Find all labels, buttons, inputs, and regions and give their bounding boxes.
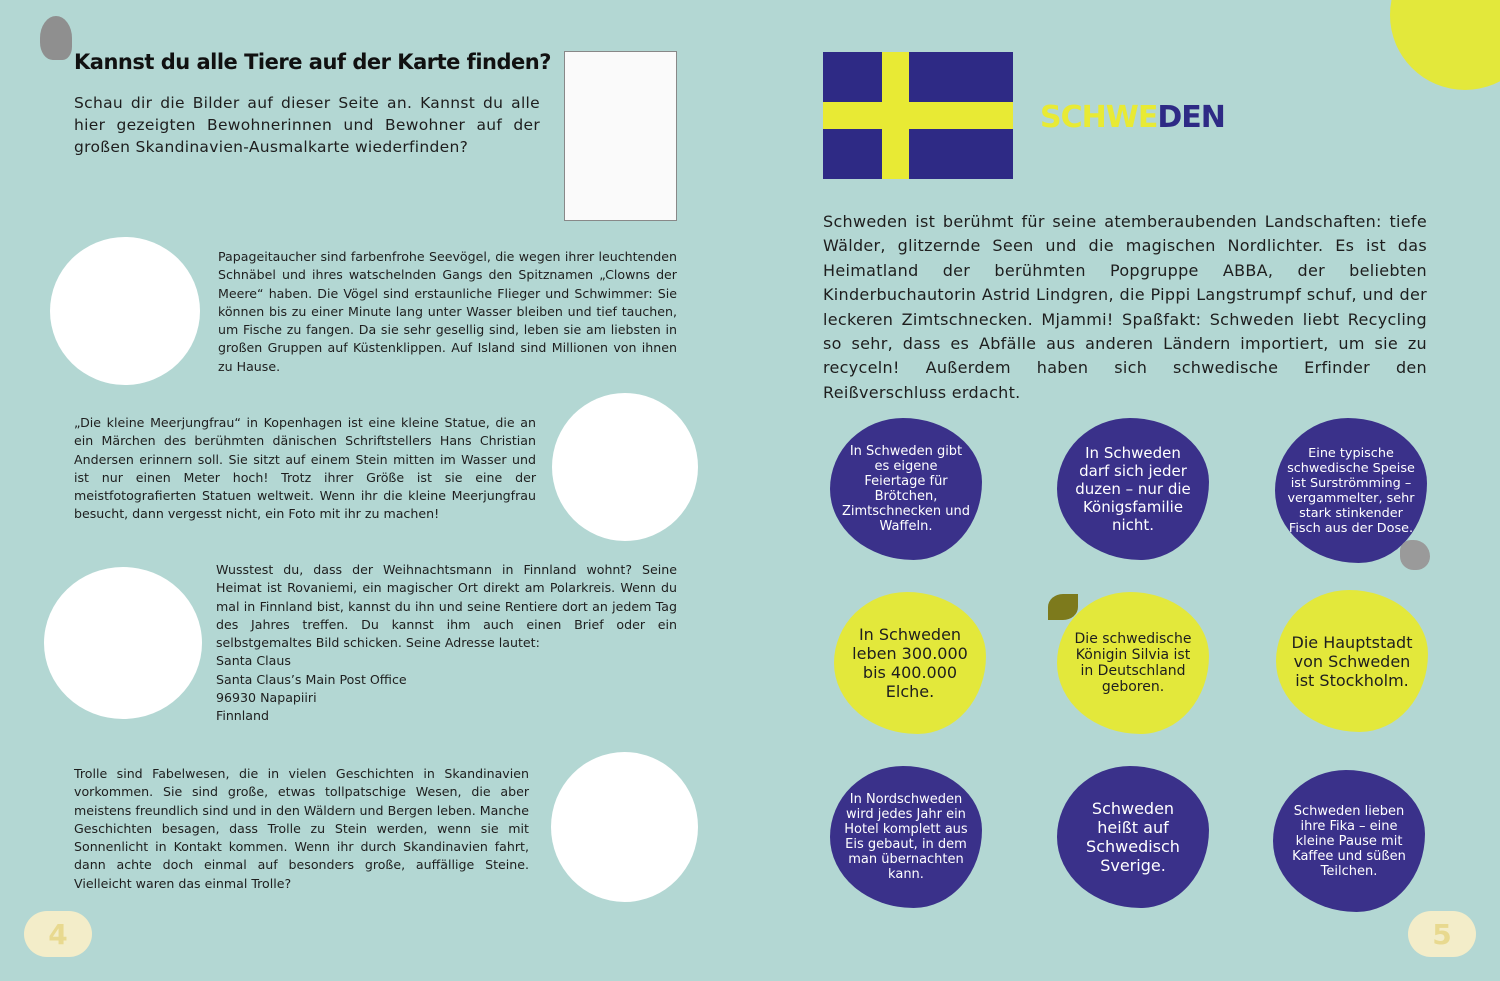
fish-tail-icon: [1400, 540, 1430, 570]
fact-text: In Schweden gibt es eigene Feiertage für Brötchen, Zimtschnecken und Waffeln.: [842, 444, 970, 534]
fact-text: Die schwedische Königin Silvia ist in Deutschland geboren.: [1074, 631, 1192, 695]
fact-text: Schweden lieben ihre Fika – eine kleine Pause mit Kaffee und süßen Teilchen.: [1292, 803, 1406, 879]
address-line: Santa Claus: [216, 653, 291, 669]
mermaid-illustration: [552, 393, 698, 541]
fact-bubble: [830, 766, 982, 908]
seal-mascot-icon: [40, 16, 72, 60]
fact-text: In Nordschweden wird jedes Jahr ein Hotel komplett aus Eis gebaut, in dem man übernachten kann.: [844, 792, 968, 882]
sweden-intro: Schweden ist berühmt für seine atemberaubenden Landschaften: tiefe Wälder, glitzernde Seen und die magischen Nordlichter. Es ist das Heimatland der berühmten Popgruppe ABBA, der beliebten Kinderbuchautorin Astrid Lindgren, die Pippi Langstrumpf schuf, und der leckeren Zimtschnecken. Mjammi! Spaßfakt: Schweden liebt Recycling so sehr, dass es Abfälle aus anderen Ländern importiert, um sie zu recyceln! Außerdem haben sich schwedische Erfinder den Reißverschluss erdacht.: [823, 212, 1427, 402]
country-title-part: SCHWE: [1040, 100, 1158, 135]
fact-bubble: [834, 592, 986, 734]
fact-bubble: [1057, 418, 1209, 560]
mermaid-text: „Die kleine Meerjungfrau“ in Kopenhagen ist eine kleine Statue, die an ein Märchen des berühmten dänischen Schriftstellers Hans Christian Andersen erinnern soll. Sie sitzt auf einem Stein mitten im Wasser und ist nur einen Meter hoch! Trotz ihrer Größe ist sie eine der meistfotografierten Statuen weltweit. Wenn ihr die kleine Meerjungfrau besucht, dann vergesst nicht, ein Foto mit ihr zu machen!: [74, 415, 536, 522]
map-thumbnail: [564, 51, 677, 221]
santa-illustration: [44, 567, 202, 719]
santa-paragraph: Wusstest du, dass der Weihnachtsmann in Finnland wohnt? Seine Heimat ist Rovaniemi, ein magischer Ort direkt am Polarkreis. Wenn du mal in Finnland bist, kannst du ihn und seine Rentiere dort an jedem Tag des Jahres treffen. Du kannst ihm auch einen Brief oder ein selbstgemaltes Bild schicken. Seine Adresse lautet:: [216, 562, 677, 651]
country-title: [1040, 100, 1225, 135]
fact-bubble: [1273, 770, 1425, 912]
fact-text: Die Hauptstadt von Schweden ist Stockholm.: [1291, 632, 1413, 690]
decorative-sun: [1390, 0, 1500, 90]
puffin-text: Papageitaucher sind farbenfrohe Seevögel, die wegen ihrer leuchtenden Schnäbel und ihres watschelnden Gangs den Spitznamen „Clowns der Meere“ haben. Die Vögel sind erstaunliche Flieger und Schwimmer: Sie können bis zu einer Minute lang unter Wasser bleiben und tief tauchen, um Fische zu fangen. Da sie sehr gesellig sind, leben sie am liebsten in großen Gruppen auf Küstenklippen. Auf Island sind Millionen von ihnen zu Hause.: [218, 249, 677, 374]
address-line: Finnland: [216, 708, 269, 724]
troll-text: Trolle sind Fabelwesen, die in vielen Geschichten in Skandinavien vorkommen. Sie sind große, etwas tollpatschige Wesen, die aber meistens freundlich sind und in den Wäldern und Bergen leben. Manche Geschichten besagen, dass Trolle zu Stein werden, wenn sie mit Sonnenlicht in Kontakt kommen. Wenn ihr durch Skandinavien fahrt, dann achte doch einmal auf besonders große, auffällige Steine. Vielleicht waren das einmal Trolle?: [74, 766, 529, 891]
leaf-icon: [1048, 594, 1078, 620]
page-number-right: 5: [1408, 911, 1476, 957]
fact-bubble: [1057, 592, 1209, 734]
fact-text: Eine typische schwedische Speise ist Surströmming – vergammelter, sehr stark stinkender Fisch aus der Dose.: [1287, 445, 1415, 536]
page-number-left: 4: [24, 911, 92, 957]
country-title-part: DEN: [1157, 100, 1225, 135]
address-line: 96930 Napapiiri: [216, 690, 317, 706]
fact-bubble: [1057, 766, 1209, 908]
santa-text: [216, 561, 677, 726]
fact-text: In Schweden leben 300.000 bis 400.000 Elche.: [852, 625, 968, 701]
fact-text: In Schweden darf sich jeder duzen – nur die Königsfamilie nicht.: [1075, 444, 1191, 534]
fact-text: Schweden heißt auf Schwedisch Sverige.: [1086, 799, 1180, 875]
fact-bubble: [1276, 590, 1428, 732]
page-title: Kannst du alle Tiere auf der Karte finden?: [74, 50, 551, 74]
sweden-flag: [823, 52, 1013, 179]
address-line: Santa Claus’s Main Post Office: [216, 671, 407, 687]
puffin-illustration: [50, 237, 200, 385]
intro-text: Schau dir die Bilder auf dieser Seite an. Kannst du alle hier gezeigten Bewohnerinnen und Bewohner auf der großen Skandinavien-Ausmalkarte wiederfinden?: [74, 94, 540, 156]
fact-bubble: [830, 418, 982, 560]
troll-illustration: [551, 752, 698, 902]
